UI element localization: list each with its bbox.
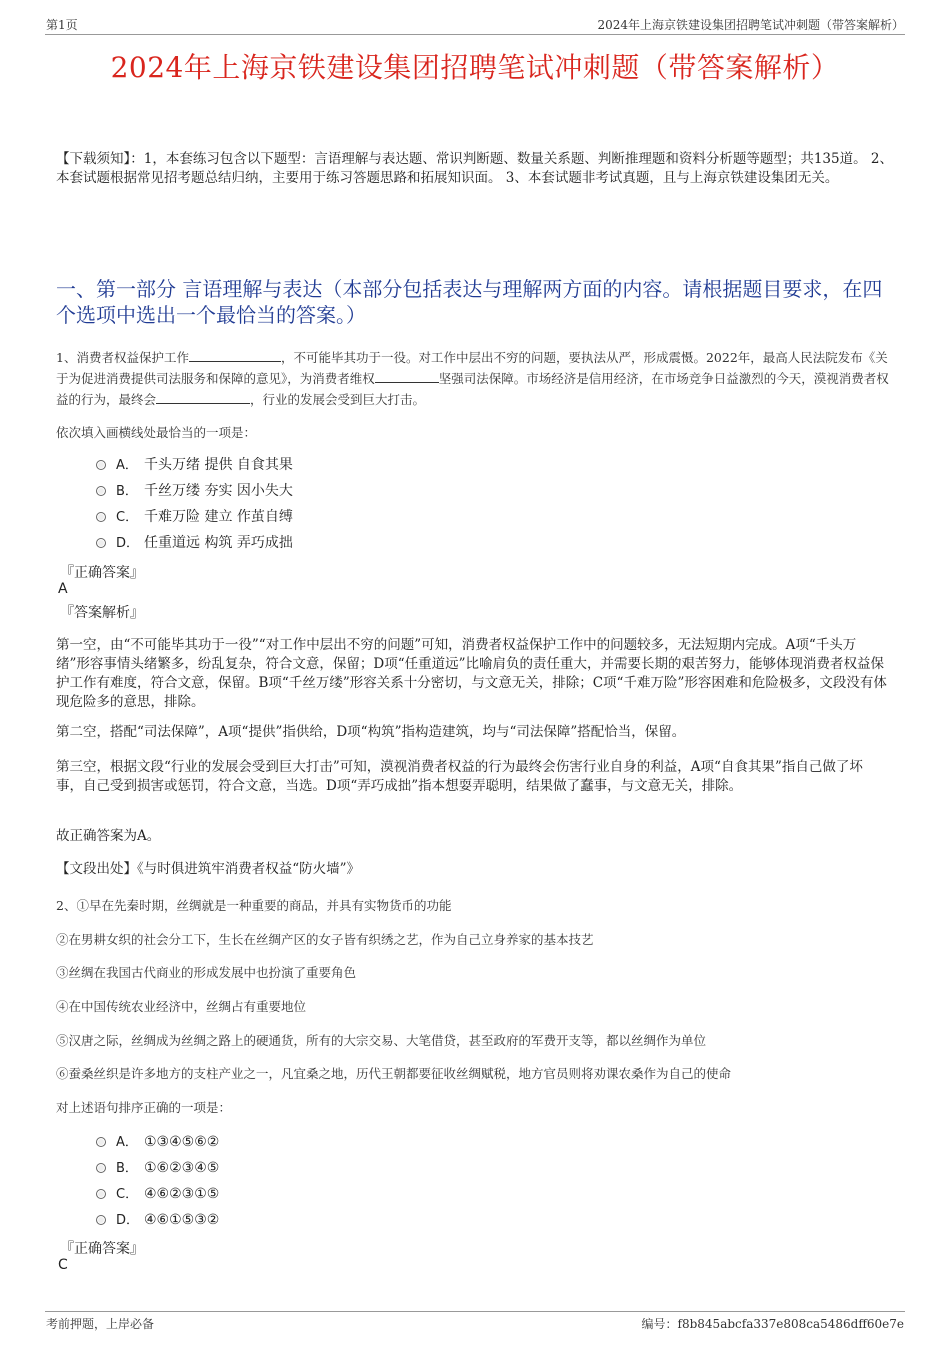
- radio-icon[interactable]: [96, 512, 106, 522]
- radio-icon[interactable]: [96, 460, 106, 470]
- radio-icon[interactable]: [96, 486, 106, 496]
- q1-blank-2: [375, 369, 439, 383]
- q1-stem-part-a: 1、消费者权益保护工作: [56, 350, 189, 365]
- q2-option-d[interactable]: D． ④⑥①⑤③②: [96, 1210, 219, 1231]
- q2-line-5: ⑤汉唐之际，丝绸成为丝绸之路上的硬通货，所有的大宗交易、大笔借贷，甚至政府的军费开支等，都以丝绸作为单位: [56, 1033, 707, 1048]
- footer-slogan: 考前押题，上岸必备: [46, 1317, 155, 1331]
- q1-answer: A: [58, 581, 68, 597]
- q2-answer-label: 『正确答案』: [60, 1241, 144, 1257]
- radio-icon[interactable]: [96, 1137, 106, 1147]
- radio-icon[interactable]: [96, 1163, 106, 1173]
- q1-analysis-3: 第三空，根据文段“行业的发展会受到巨大打击”可知，漠视消费者权益的行为最终会伤害行业自身的利益，A项“自食其果”指自己做了坏事，自己受到损害或惩罚，符合文意，当选。D项“弄巧成拙”指本想耍弄聪明，结果做了蠢事，与文意无关，排除。: [56, 759, 863, 794]
- document-title: 2024年上海京铁建设集团招聘笔试冲刺题（带答案解析）: [110, 51, 840, 84]
- q1-answer-label: 『正确答案』: [60, 565, 144, 581]
- q1-source: 【文段出处】《与时俱进筑牢消费者权益“防火墙”》: [56, 861, 361, 877]
- radio-icon[interactable]: [96, 1215, 106, 1225]
- q1-option-b[interactable]: B． 千丝万缕 夯实 因小失大: [96, 481, 293, 502]
- q1-blank-3: [156, 390, 250, 404]
- q1-analysis-label: 『答案解析』: [60, 605, 144, 621]
- q2-prompt: 对上述语句排序正确的一项是：: [56, 1100, 232, 1115]
- q1-analysis-1: 第一空，由“不可能毕其功于一役”“对工作中层出不穷的问题”可知，消费者权益保护工作中的问题较多，无法短期内完成。A项“千头万绪”形容事情头绪繁多，纷乱复杂，符合文意，保留；D项“任重道远”比喻肩负的责任重大，并需要长期的艰苦努力，能够体现消费者权益保护工作有难度，符合文意，保留。B项“千丝万缕”形容关系十分密切，与文意无关，排除；C项“千难万险”形容困难和危险极多，文段没有体现危险多的意思，排除。: [56, 637, 887, 710]
- q1-prompt: 依次填入画横线处最恰当的一项是：: [56, 425, 257, 440]
- q2-answer: C: [58, 1257, 68, 1273]
- q2-option-a[interactable]: A． ①③④⑤⑥②: [96, 1132, 219, 1153]
- q2-line-3: ③丝绸在我国古代商业的形成发展中也扮演了重要角色: [56, 965, 357, 980]
- footer-divider: [45, 1311, 905, 1312]
- question-1-stem: [56, 347, 898, 410]
- radio-icon[interactable]: [96, 1189, 106, 1199]
- q1-stem-part-c: 坚强司法保障。市场经济是信用经济，在市场竞争日益激烈的今天，漠视消费者权益的行为，最终会: [56, 371, 889, 407]
- q2-option-c[interactable]: C． ④⑥②③①⑤: [96, 1184, 219, 1205]
- q1-option-c[interactable]: C． 千难万险 建立 作茧自缚: [96, 507, 293, 528]
- document-id: 编号：f8b845abcfa337e808ca5486dff60e7e: [641, 1317, 904, 1331]
- q2-line-1: 2、①早在先秦时期，丝绸就是一种重要的商品，并具有实物货币的功能: [56, 898, 452, 913]
- q2-option-b[interactable]: B． ①⑥②③④⑤: [96, 1158, 219, 1179]
- q1-analysis-2: 第二空，搭配“司法保障”，A项“提供”指供给，D项“构筑”指构造建筑，均与“司法保障”搭配恰当，保留。: [56, 724, 686, 740]
- page-number: 第1页: [46, 18, 78, 32]
- q1-analysis-4: 故正确答案为A。: [56, 828, 161, 844]
- radio-icon[interactable]: [96, 538, 106, 548]
- q2-line-4: ④在中国传统农业经济中，丝绸占有重要地位: [56, 999, 307, 1014]
- q2-line-2: ②在男耕女织的社会分工下，生长在丝绸产区的女子皆有织绣之艺，作为自己立身养家的基本技艺: [56, 932, 594, 947]
- section-heading: 一、第一部分 言语理解与表达（本部分包括表达与理解两方面的内容。请根据题目要求，在四个选项中选出一个最恰当的答案。）: [56, 277, 883, 327]
- q1-option-d[interactable]: D． 任重道远 构筑 弄巧成拙: [96, 533, 293, 554]
- q1-stem-part-b: ，不可能毕其功于一役。对工作中层出不穷的问题，要执法从严，形成震慑。2022年，最高人民法院发布《关于为促进消费提供司法服务和保障的意见》，为消费者维权: [56, 350, 888, 386]
- q2-line-6: ⑥蚕桑丝织是许多地方的支柱产业之一，凡宜桑之地，历代王朝都要征收丝绸赋税，地方官员则将劝课农桑作为自己的使命: [56, 1066, 732, 1081]
- q1-option-a[interactable]: A． 千头万绪 提供 自食其果: [96, 455, 293, 476]
- header-divider: [45, 34, 905, 35]
- running-title: 2024年上海京铁建设集团招聘笔试冲刺题（带答案解析）: [597, 18, 904, 32]
- download-notice: 【下载须知】：1，本套练习包含以下题型：言语理解与表达题、常识判断题、数量关系题、判断推理题和资料分析题等题型；共135道。 2、本套试题根据常见招考题总结归纳，主要用于练习答题思路和拓展知识面。 3、本套试题非考试真题，且与上海京铁建设集团无关。: [56, 151, 893, 186]
- q1-stem-part-d: ，行业的发展会受到巨大打击。: [250, 392, 426, 407]
- q1-blank-1: [189, 348, 281, 362]
